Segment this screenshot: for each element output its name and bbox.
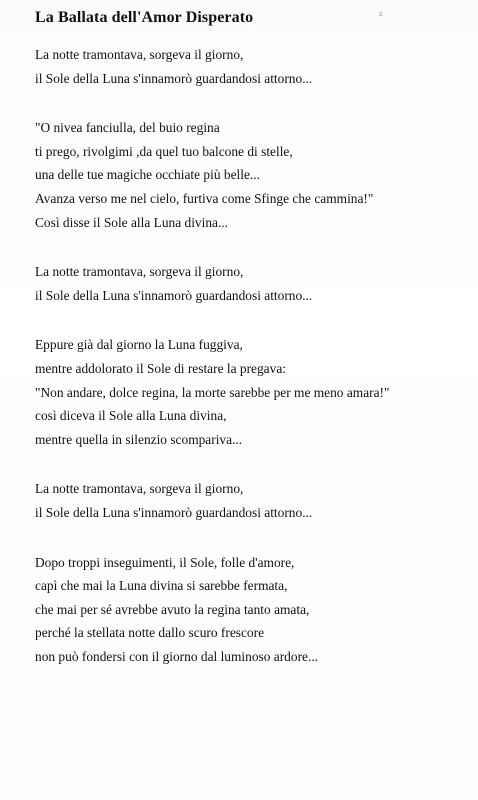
poem-line: una delle tue magiche occhiate più belle... [35,167,260,183]
poem-line: Dopo troppi inseguimenti, il Sole, folle d'amore, [35,554,295,570]
poem-line: La notte tramontava, sorgeva il giorno, [35,481,244,497]
poem-line: Così disse il Sole alla Luna divina... [35,214,229,230]
poem-line: il Sole della Luna s'innamorò guardandosi attorno... [35,504,313,520]
poem-line: non può fondersi con il giorno dal luminoso ardore... [35,648,319,664]
poem-line: La notte tramontava, sorgeva il giorno, [35,264,244,280]
poem-line: La notte tramontava, sorgeva il giorno, [35,47,244,62]
poem-line: mentre addolorato il Sole di restare la pregava: [35,360,286,376]
stanza [35,333,465,451]
poem-line: "O nivea fanciulla, del buio regina [35,120,220,136]
corner-mark: z [379,9,383,18]
stanza [35,43,465,90]
poem-line: mentre quella in silenzio scompariva... [35,431,243,447]
poem-line: ti prego, rivolgimi ,da quel tuo balcone di stelle, [35,143,293,159]
poem-line: capì che mai la Luna divina si sarebbe fermata, [35,578,288,594]
stanza [35,477,465,524]
poem-title: La Ballata dell'Amor Disperato [35,9,254,26]
poem-line: "Non andare, dolce regina, la morte sarebbe per me meno amara!" [35,384,390,400]
poem-line: perché la stellata notte dallo scuro frescore [35,625,265,641]
stanza [35,260,465,307]
poem-line: il Sole della Luna s'innamorò guardandosi attorno... [35,70,313,86]
poem-line: Avanza verso me nel cielo, furtiva come Sfinge che cammina!" [35,190,374,206]
poem-line: il Sole della Luna s'innamorò guardandosi attorno... [35,287,313,303]
poem-line: Eppure già dal giorno la Luna fuggiva, [35,337,243,353]
poem-line: che mai per sé avrebbe avuto la regina tanto amata, [35,601,310,617]
stanza [35,116,465,234]
poem-body [35,43,465,668]
poem-line: così diceva il Sole alla Luna divina, [35,408,227,424]
stanza [35,551,465,669]
